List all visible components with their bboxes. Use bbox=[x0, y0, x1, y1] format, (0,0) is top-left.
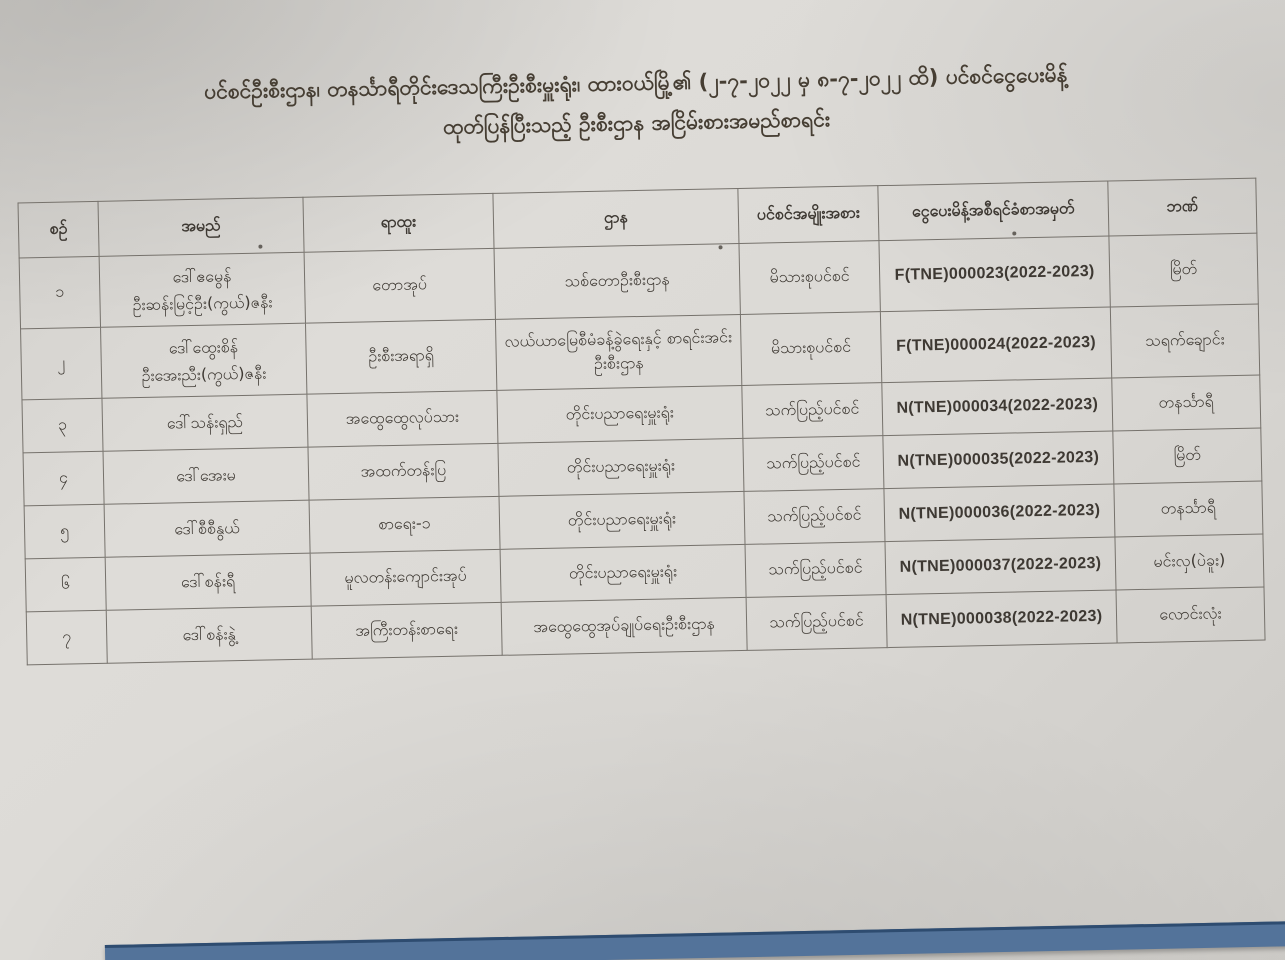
cell-order-number: F(TNE)000024(2022-2023) bbox=[880, 307, 1111, 383]
cell-name bbox=[102, 394, 308, 451]
cell-position: ဦးစီးအရာရှိ bbox=[305, 319, 496, 394]
cell-position: မူလတန်းကျောင်းအုပ် bbox=[310, 549, 501, 606]
cell-department: တိုင်းပညာရေးမှူးရုံး bbox=[497, 385, 743, 443]
cell-serial: ၃ bbox=[22, 398, 103, 453]
cell-bank: တနင်္သာရီ bbox=[1112, 375, 1261, 431]
cell-department: လယ်ယာမြေစီမံခန့်ခွဲရေးနှင့် စာရင်းအင်းဦးစီးဌာန bbox=[495, 314, 741, 390]
cell-pension-type: သက်ပြည့်ပင်စင် bbox=[744, 488, 885, 544]
cell-bank: သရက်ချောင်း bbox=[1110, 304, 1259, 378]
cell-name bbox=[103, 447, 309, 504]
pensioner-name: ဒေါ်စီစီနွယ် bbox=[174, 518, 240, 539]
col-header-position: ရာထူး bbox=[303, 193, 494, 252]
cell-pension-type: သက်ပြည့်ပင်စင် bbox=[746, 594, 887, 650]
cell-name bbox=[105, 553, 311, 610]
cell-name bbox=[99, 252, 305, 327]
cell-serial: ၁ bbox=[19, 256, 100, 329]
cell-department: တိုင်းပညာရေးမှူးရုံး bbox=[500, 544, 746, 602]
cell-position: တောအုပ် bbox=[304, 248, 495, 323]
cell-name bbox=[106, 606, 312, 663]
col-header-pension-type: ပင်စင်အမျိုးအစား bbox=[738, 185, 879, 243]
cell-pension-type: မိသားစုပင်စင် bbox=[740, 311, 881, 385]
cell-department: သစ်တောဦးစီးဌာန bbox=[494, 243, 740, 319]
cell-serial: ၂ bbox=[21, 327, 102, 400]
cell-department: တိုင်းပညာရေးမှူးရုံး bbox=[499, 491, 745, 549]
col-header-bank: ဘဏ် bbox=[1108, 178, 1257, 236]
cell-pension-type: မိသားစုပင်စင် bbox=[739, 240, 880, 314]
cell-order-number: F(TNE)000023(2022-2023) bbox=[879, 236, 1110, 312]
title-line-2: ထုတ်ပြန်ပြီးသည့် ဦးစီးဌာန အငြိမ်းစားအမည်စာရင်း bbox=[442, 107, 831, 139]
cell-department: တိုင်းပညာရေးမှူးရုံး bbox=[498, 438, 744, 496]
cell-bank: မြိတ် bbox=[1113, 428, 1262, 484]
scan-speck bbox=[258, 245, 262, 249]
cell-order-number: N(TNE)000038(2022-2023) bbox=[886, 590, 1117, 648]
cell-pension-type: သက်ပြည့်ပင်စင် bbox=[742, 382, 883, 438]
cell-name bbox=[104, 500, 310, 557]
scan-speck bbox=[1012, 231, 1016, 235]
pensioner-name: ဒေါ်စန်းရီ bbox=[180, 571, 236, 592]
pensioner-name: ဒေါ်သန်းရှည် bbox=[166, 412, 244, 433]
pensioner-name: ဒေါ်ဧမွေန် bbox=[172, 265, 232, 286]
cell-bank: တနင်္သာရီ bbox=[1114, 481, 1263, 537]
pensioner-relation: ဦးဆန်းမြင့်ဦး(ကွယ်)ဇနီး bbox=[132, 292, 273, 314]
pensioner-relation: ဦးအေးညီး(ကွယ်)ဇနီး bbox=[141, 363, 267, 385]
cell-position: အထက်တန်းပြ bbox=[308, 443, 499, 500]
scan-speck bbox=[719, 245, 723, 249]
cell-bank: မြိတ် bbox=[1109, 233, 1258, 307]
desk-edge-strip bbox=[105, 921, 1285, 960]
cell-order-number: N(TNE)000034(2022-2023) bbox=[882, 378, 1113, 436]
cell-serial: ၄ bbox=[23, 451, 104, 506]
col-header-order-number: ငွေပေးမိန့်အစီရင်ခံစာအမှတ် bbox=[878, 181, 1109, 241]
cell-position: အထွေထွေလုပ်သား bbox=[307, 390, 498, 447]
cell-department: အထွေထွေအုပ်ချုပ်ရေးဦးစီးဌာန bbox=[501, 597, 747, 655]
cell-pension-type: သက်ပြည့်ပင်စင် bbox=[743, 435, 884, 491]
col-header-name: အမည် bbox=[98, 197, 304, 256]
cell-position: အကြီးတန်းစာရေး bbox=[311, 602, 502, 659]
cell-position: စာရေး-၁ bbox=[309, 496, 500, 553]
cell-serial: ၅ bbox=[24, 504, 105, 559]
cell-serial: ၇ bbox=[26, 610, 107, 665]
cell-serial: ၆ bbox=[25, 557, 106, 612]
cell-order-number: N(TNE)000035(2022-2023) bbox=[883, 431, 1114, 489]
cell-name bbox=[101, 323, 307, 398]
pensioner-name: ဒေါ်ထွေးစိန် bbox=[168, 336, 239, 358]
cell-order-number: N(TNE)000036(2022-2023) bbox=[884, 484, 1115, 542]
cell-order-number: N(TNE)000037(2022-2023) bbox=[885, 537, 1116, 595]
cell-bank: မင်းလှ(ပဲခူး) bbox=[1115, 534, 1264, 590]
pensioner-name: ဒေါ်အေးမ bbox=[176, 465, 236, 486]
pensioner-table bbox=[18, 177, 1266, 665]
pensioner-name: ဒေါ်စန်းနွဲ့ bbox=[182, 624, 237, 645]
cell-bank: လောင်းလုံး bbox=[1116, 587, 1265, 643]
document-title bbox=[33, 52, 1239, 156]
col-header-department: ဌာန bbox=[493, 188, 739, 248]
col-header-serial: စဉ် bbox=[18, 201, 99, 258]
cell-pension-type: သက်ပြည့်ပင်စင် bbox=[745, 541, 886, 597]
title-line-1: ပင်စင်ဦးစီးဌာန၊ တနင်္သာရီတိုင်းဒေသကြီးဦးစီးမှူးရုံး၊ ထားဝယ်မြို့၏ (၂-၇-၂၀၂၂ မှ ၈-၇-၂၀၂၂ ထိ) ပင်စင်ငွေပေးမိန့် bbox=[203, 62, 1068, 104]
